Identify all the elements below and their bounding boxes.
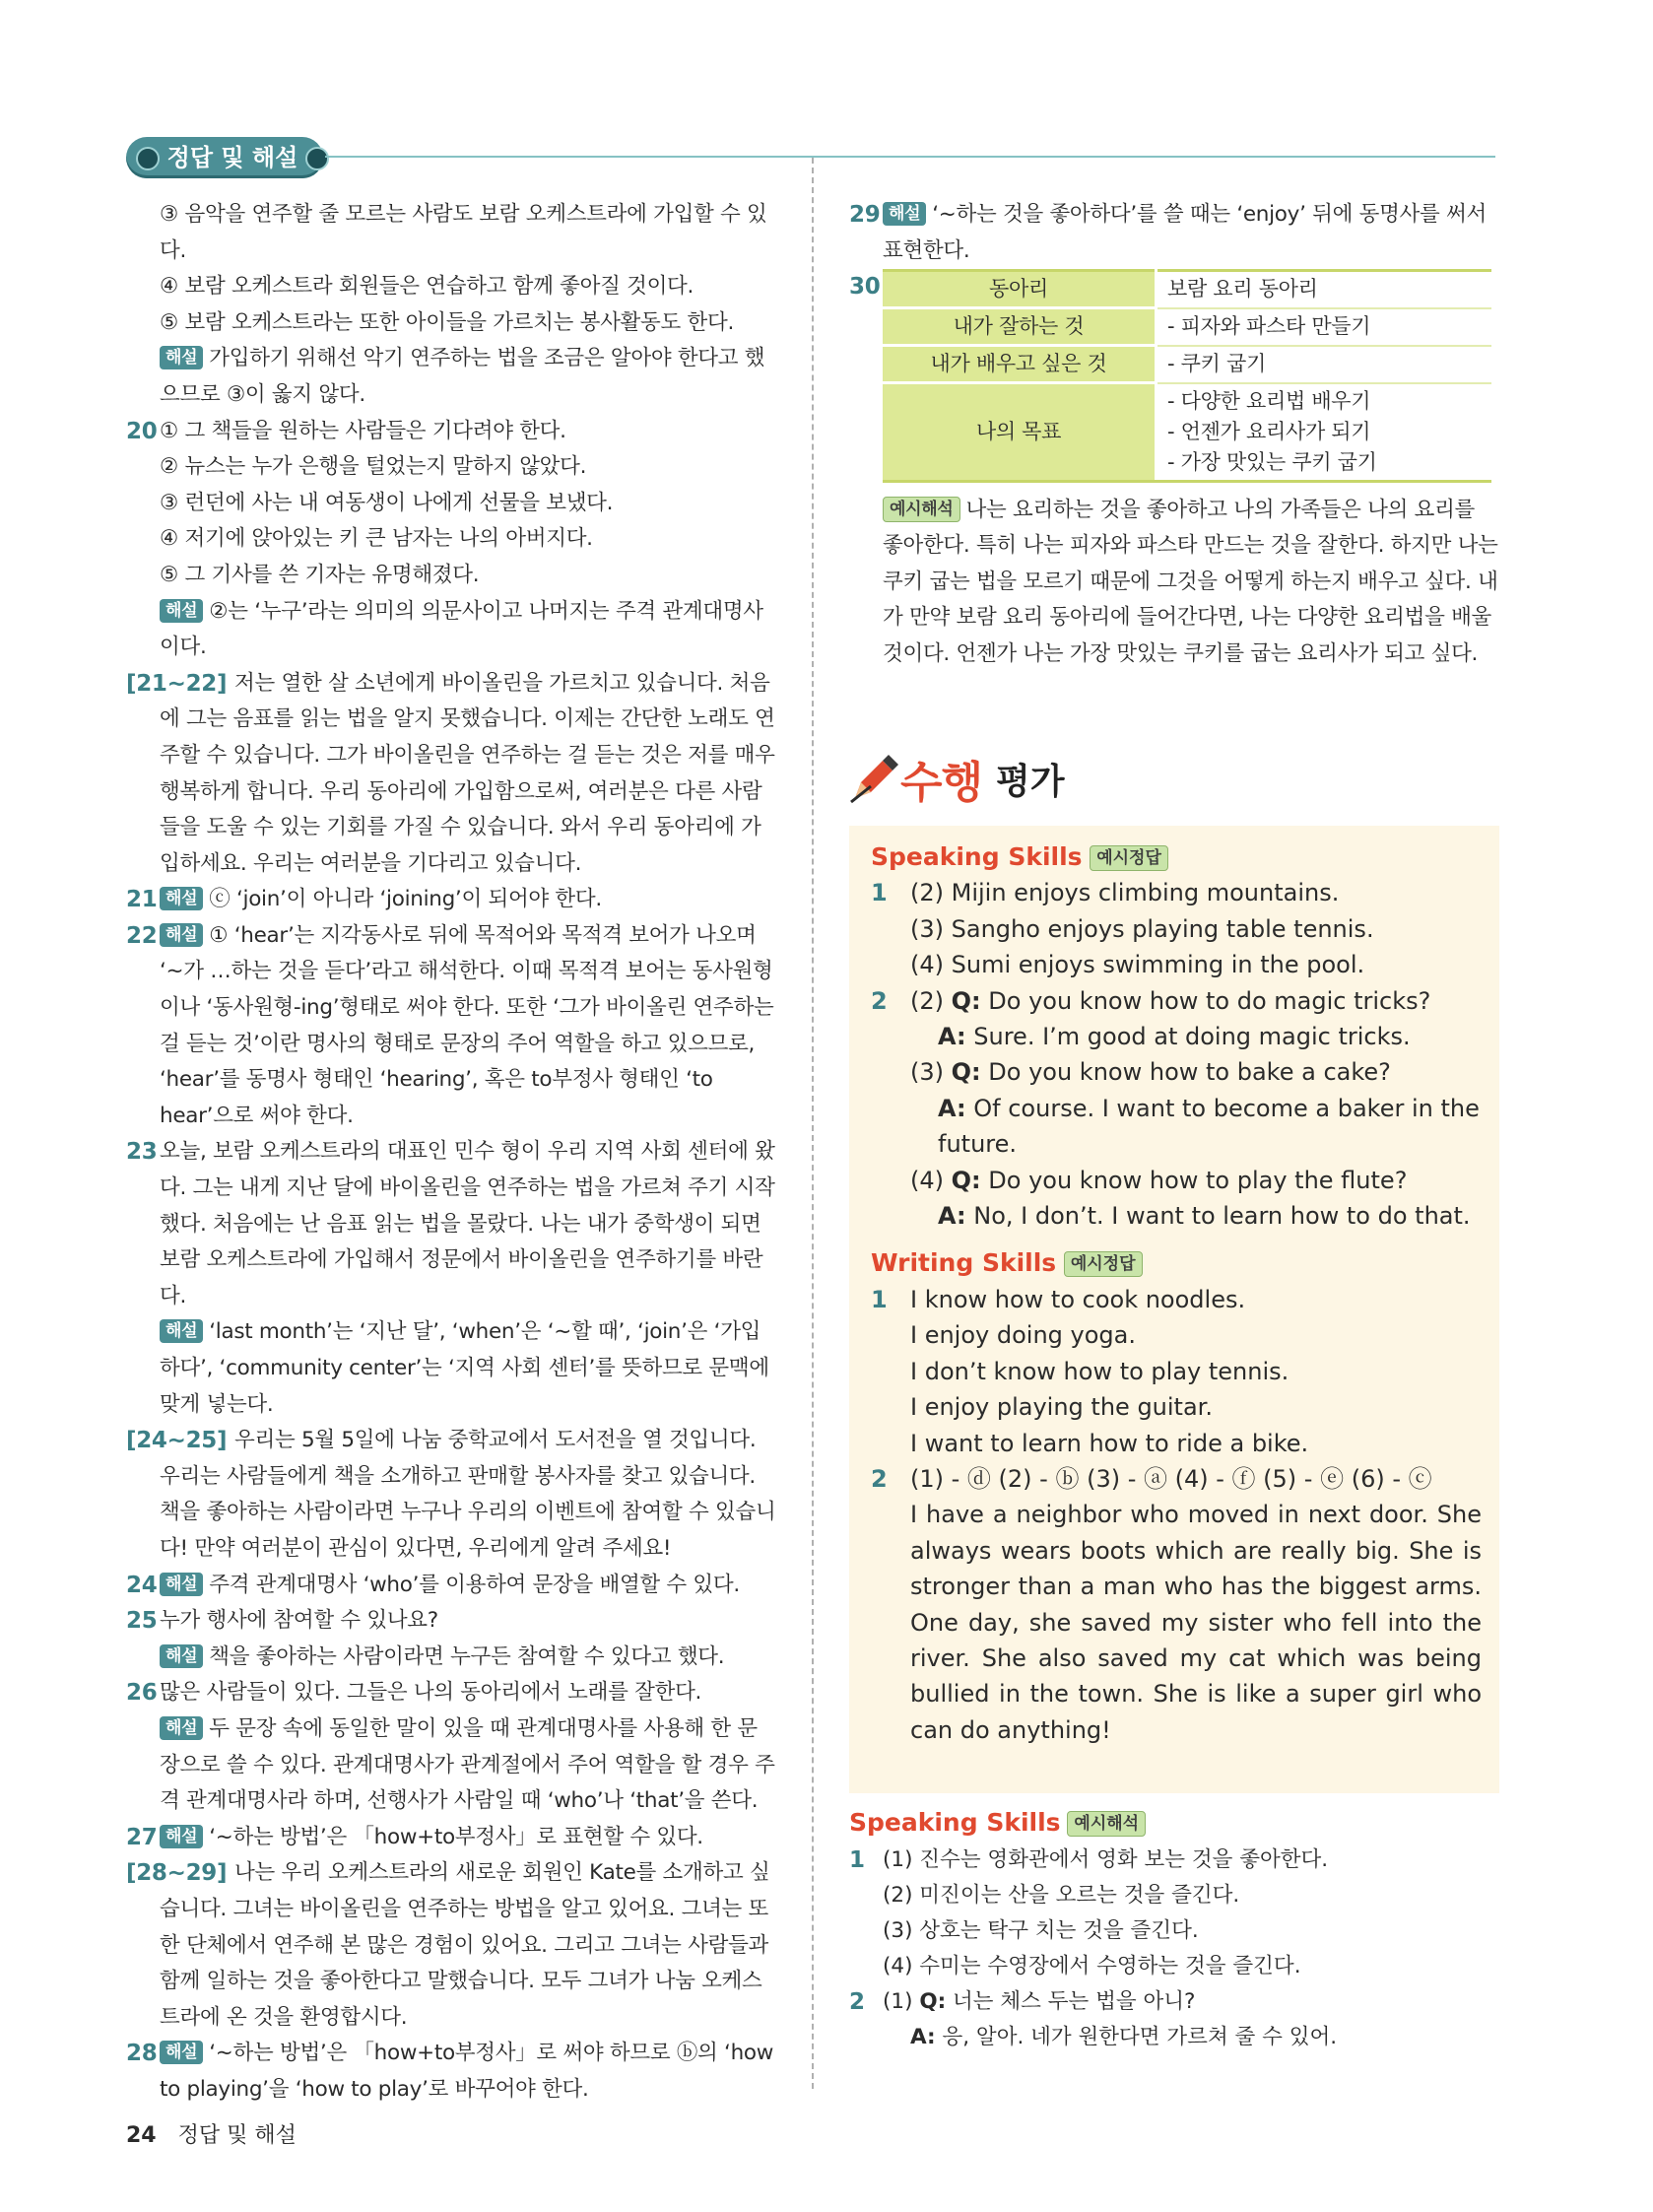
q28-29-text: 나는 우리 오케스트라의 새로운 회원인 Kate를 소개하고 싶습니다. 그녀는 바이올린을 연주하는 방법을 알고 있어요. 그녀는 또한 단체에서 연주해 본 많은 경험이 있어요. 그리고 그녀는 사람들과 함께 일하는 것을 좋아한다고 말했습니다. 모두 그녀가 나눔 오케스트라에 온 것을 환영합시다. bbox=[160, 1860, 770, 2030]
writing-q1 bbox=[871, 1282, 1482, 1461]
question-number: 2 bbox=[871, 986, 888, 1015]
question-29 bbox=[849, 197, 1499, 269]
speaking-skills-heading: Speaking Skills 예시정답 bbox=[871, 839, 1482, 875]
question-number: 26 bbox=[126, 1680, 158, 1707]
question-20 bbox=[126, 414, 776, 666]
explanation-badge: 해설 bbox=[160, 923, 203, 947]
explanation-badge: 해설 bbox=[160, 346, 203, 369]
explanation-badge: 해설 bbox=[160, 1319, 203, 1343]
speaking-translation-heading: Speaking Skills 예시해석 bbox=[849, 1805, 1499, 1843]
question-21 bbox=[126, 882, 776, 918]
translation-line: (2) 미진이는 산을 오르는 것을 즐긴다. bbox=[883, 1883, 1240, 1908]
pencil-icon bbox=[849, 753, 900, 804]
question-number: 30 bbox=[849, 274, 881, 301]
sample-answer-badge: 예시정답 bbox=[1090, 845, 1168, 871]
table-header-cell: 나의 목표 bbox=[883, 383, 1157, 482]
club-table bbox=[883, 269, 1491, 483]
question-22 bbox=[126, 918, 776, 1135]
question-number: 29 bbox=[849, 202, 881, 228]
question-27 bbox=[126, 1820, 776, 1856]
question-number: [28~29] bbox=[126, 1860, 228, 1887]
q23-explanation: 해설 ‘last month’는 ‘지난 달’, ‘when’은 ‘~할 때’, ‘join’은 ‘가입하다’, ‘community center’는 ‘지역 사회 센터’를 뜻하므로 문맥에 맞게 넣는다. bbox=[160, 1319, 769, 1417]
dialog-a: A: 응, 알아. 네가 원한다면 가르쳐 줄 수 있어. bbox=[910, 2025, 1338, 2049]
dialog-a: A: No, I don’t. I want to learn how to do that. bbox=[938, 1202, 1471, 1231]
question-24-25 bbox=[126, 1423, 776, 1567]
header-rule bbox=[325, 156, 1495, 158]
dialog-q: (2) Q: Do you know how to do magic tricks? bbox=[910, 986, 1431, 1015]
q24-explanation: 해설 주격 관계대명사 ‘who’를 이용하여 문장을 배열할 수 있다. bbox=[160, 1568, 776, 1604]
intro-line-4: ④ 보람 오케스트라 회원들은 연습하고 함께 좋아질 것이다. bbox=[160, 274, 694, 300]
section-title-black: 평가 bbox=[996, 761, 1065, 802]
explanation-badge: 해설 bbox=[160, 1716, 203, 1740]
answer-line: I enjoy playing the guitar. bbox=[910, 1393, 1213, 1422]
intro-explanation: 해설 가입하기 위해선 악기 연주하는 법을 조금은 알아야 한다고 했으므로 ③이 옳지 않다. bbox=[160, 346, 765, 407]
question-25 bbox=[126, 1603, 776, 1675]
question-number: 23 bbox=[126, 1139, 158, 1166]
q20-line-1: ① 그 책들을 원하는 사람들은 기다려야 한다. bbox=[160, 418, 566, 443]
question-24 bbox=[126, 1568, 776, 1604]
q26-explanation: 해설 두 문장 속에 동일한 말이 있을 때 관계대명사를 사용해 한 문장으로 쓸 수 있다. 관계대명사가 관계절에서 주어 역할을 할 경우 주격 관계대명사라 하며, 선행사가 사람일 때 ‘who’나 ‘that’을 쓴다. bbox=[160, 1715, 775, 1814]
q27-explanation: 해설 ‘~하는 방법’은 「how+to부정사」로 표현할 수 있다. bbox=[160, 1820, 776, 1856]
question-number: 28 bbox=[126, 2041, 158, 2067]
speaking-q2 bbox=[871, 983, 1482, 1235]
translation-line: (4) 수미는 수영장에서 수영하는 것을 즐긴다. bbox=[883, 1954, 1301, 1978]
question-number: 21 bbox=[126, 887, 158, 913]
question-number: [21~22] bbox=[126, 670, 228, 697]
explanation-badge: 해설 bbox=[160, 599, 203, 623]
dialog-a: A: Sure. I’m good at doing magic tricks. bbox=[938, 1023, 1411, 1051]
question-28-29 bbox=[126, 1855, 776, 2036]
right-column bbox=[849, 197, 1499, 673]
q21-22-text: 저는 열한 살 소년에게 바이올린을 가르치고 있습니다. 처음에 그는 음표를 읽는 법을 알지 못했습니다. 이제는 간단한 노래도 연주할 수 있습니다. 그가 바이올린을 연주하는 걸 듣는 것은 저를 매우 행복하게 합니다. 우리 동아리에 가입함으로써, 여러분은 다른 사람들을 도울 수 있는 기회를 가질 수 있습니다. 와서 우리 동아리에 가입하세요. 우리는 여러분을 기다리고 있습니다. bbox=[160, 670, 775, 876]
explanation-badge: 해설 bbox=[160, 887, 203, 910]
question-28 bbox=[126, 2036, 776, 2108]
q20-line-2: ② 뉴스는 누가 은행을 털었는지 말하지 않았다. bbox=[160, 454, 587, 480]
dialog-q: (3) Q: Do you know how to bake a cake? bbox=[910, 1058, 1391, 1087]
column-divider bbox=[812, 158, 814, 2089]
goal-item: - 언젠가 요리사가 되기 bbox=[1167, 419, 1371, 443]
header-title: 정답 및 해설 bbox=[166, 144, 298, 171]
intro-line-3: ③ 음악을 연주할 줄 모르는 사람도 보람 오케스트라에 가입할 수 있다. bbox=[160, 202, 767, 263]
table-row bbox=[883, 383, 1491, 482]
left-column bbox=[126, 197, 776, 2108]
explanation-badge: 해설 bbox=[160, 1825, 203, 1848]
table-cell: - 쿠키 굽기 bbox=[1157, 346, 1492, 383]
question-number: 2 bbox=[849, 1989, 866, 2015]
table-row bbox=[883, 308, 1491, 346]
table-header-cell: 내가 잘하는 것 bbox=[883, 308, 1157, 346]
q28-explanation: 해설 ‘~하는 방법’은 「how+to부정사」로 써야 하므로 ⓑ의 ‘how to playing’을 ‘how to play’로 바꾸어야 한다. bbox=[160, 2041, 774, 2102]
question-number: 27 bbox=[126, 1824, 158, 1850]
table-cell bbox=[1157, 383, 1492, 482]
table-row bbox=[883, 271, 1491, 308]
table-header-cell: 동아리 bbox=[883, 271, 1157, 308]
writing-skills-heading: Writing Skills 예시정답 bbox=[871, 1245, 1482, 1281]
question-30 bbox=[849, 269, 1499, 672]
answer-line: I enjoy doing yoga. bbox=[910, 1321, 1136, 1350]
writing-paragraph: I have a neighbor who moved in next door. She always wears boots which are really big. She is stronger than a man who has the biggest arms. One day, she saved my sister who fell into the river. She also saved my cat which was being bullied in the town. She is like a super girl who can do anything! bbox=[910, 1501, 1482, 1744]
table-header-cell: 내가 배우고 싶은 것 bbox=[883, 346, 1157, 383]
explanation-badge: 해설 bbox=[160, 2041, 203, 2064]
q20-line-3: ③ 런던에 사는 내 여동생이 나에게 선물을 보냈다. bbox=[160, 490, 614, 515]
header-dot-left bbox=[136, 147, 160, 170]
goal-item: - 다양한 요리법 배우기 bbox=[1167, 388, 1371, 413]
page-number: 24 bbox=[126, 2123, 157, 2148]
sample-translation-badge: 예시해석 bbox=[1067, 1811, 1146, 1837]
question-23 bbox=[126, 1134, 776, 1423]
q30-explanation: 예시해석 나는 요리하는 것을 좋아하고 나의 가족들은 나의 요리를 좋아한다. 특히 나는 피자와 파스타 만드는 것을 잘한다. 하지만 나는 쿠키 굽는 법을 모르기 때문에 그것을 어떻게 하는지 배우고 싶다. 내가 만약 보람 요리 동아리에 들어간다면, 나는 다양한 요리법을 배울 것이다. 언젠가 나는 가장 맛있는 쿠키를 굽는 요리사가 되고 싶다. bbox=[883, 497, 1498, 667]
answer-line: I know how to cook noodles. bbox=[910, 1285, 1246, 1313]
header-dot-right bbox=[305, 147, 329, 170]
q25-text: 누가 행사에 참여할 수 있나요? bbox=[160, 1608, 438, 1634]
matching-answer: (1) - ⓓ (2) - ⓑ (3) - ⓐ (4) - ⓕ (5) - ⓔ (6) - ⓒ bbox=[910, 1464, 1432, 1493]
intro-line-5: ⑤ 보람 오케스트라는 또한 아이들을 가르치는 봉사활동도 한다. bbox=[160, 309, 734, 335]
question-number: 1 bbox=[871, 1285, 888, 1313]
table-cell: 보람 요리 동아리 bbox=[1157, 271, 1492, 308]
footer-label: 정답 및 해설 bbox=[177, 2123, 297, 2148]
table-cell: - 피자와 파스타 만들기 bbox=[1157, 308, 1492, 346]
dialog-q: (1) Q: 너는 체스 두는 법을 아니? bbox=[883, 1989, 1196, 2014]
section-title-red: 수행 bbox=[900, 758, 983, 808]
answer-line: I want to learn how to ride a bike. bbox=[910, 1429, 1309, 1457]
translation-q2 bbox=[849, 1984, 1499, 2055]
question-number: 2 bbox=[871, 1464, 888, 1493]
answer-line: (4) Sumi enjoys swimming in the pool. bbox=[910, 951, 1365, 979]
answer-line: (3) Sangho enjoys playing table tennis. bbox=[910, 914, 1374, 943]
question-number: 24 bbox=[126, 1572, 158, 1598]
q26-text: 많은 사람들이 있다. 그들은 나의 동아리에서 노래를 잘한다. bbox=[160, 1680, 702, 1706]
page-footer bbox=[126, 2118, 297, 2149]
question-number: [24~25] bbox=[126, 1428, 228, 1454]
q21-explanation: 해설 ⓒ ‘join’이 아니라 ‘joining’이 되어야 한다. bbox=[160, 882, 776, 918]
translation-line: (1) 진수는 영화관에서 영화 보는 것을 좋아한다. bbox=[883, 1847, 1329, 1872]
question-number: 20 bbox=[126, 418, 158, 444]
question-number: 1 bbox=[849, 1847, 866, 1873]
dialog-q: (4) Q: Do you know how to play the flute? bbox=[910, 1166, 1408, 1194]
explanation-badge: 해설 bbox=[160, 1644, 203, 1668]
explanation-badge: 해설 bbox=[160, 1573, 203, 1596]
answer-line: I don’t know how to play tennis. bbox=[910, 1357, 1289, 1385]
section-title bbox=[849, 747, 1065, 810]
skills-box bbox=[849, 826, 1499, 1793]
question-number: 25 bbox=[126, 1608, 158, 1635]
goal-item: - 가장 맛있는 쿠키 굽기 bbox=[1167, 449, 1377, 474]
answer-line: (2) Mijin enjoys climbing mountains. bbox=[910, 879, 1340, 907]
question-number: 22 bbox=[126, 922, 158, 949]
explanation-badge: 해설 bbox=[883, 202, 926, 226]
q23-text: 오늘, 보람 오케스트라의 대표인 민수 형이 우리 지역 사회 센터에 왔다. 그는 내게 지난 달에 바이올린을 연주하는 법을 가르쳐 주기 시작했다. 처음에는 난 음표 읽는 법을 몰랐다. 나는 내가 중학생이 되면 보람 오케스트라에 가입해서 정문에서 바이올린을 연주하기를 바란다. bbox=[160, 1139, 775, 1308]
question-21-22 bbox=[126, 666, 776, 883]
table-row bbox=[883, 346, 1491, 383]
speaking-q1 bbox=[871, 875, 1482, 982]
q24-25-text: 우리는 5월 5일에 나눔 중학교에서 도서전을 열 것입니다. 우리는 사람들에게 책을 소개하고 판매할 봉사자를 찾고 있습니다. 책을 좋아하는 사람이라면 누구나 우리의 이벤트에 참여할 수 있습니다! 만약 여러분이 관심이 있다면, 우리에게 알려 주세요! bbox=[160, 1428, 776, 1561]
q29-explanation: 해설 ‘~하는 것을 좋아하다’를 쓸 때는 ‘enjoy’ 뒤에 동명사를 써서 표현한다. bbox=[883, 202, 1487, 263]
q20-line-5: ⑤ 그 기사를 쓴 기자는 유명해졌다. bbox=[160, 562, 480, 587]
q20-explanation: 해설 ②는 ‘누구’라는 의미의 의문사이고 나머지는 주격 관계대명사이다. bbox=[160, 598, 763, 660]
translation-line: (3) 상호는 탁구 치는 것을 즐긴다. bbox=[883, 1918, 1199, 1943]
question-number: 1 bbox=[871, 879, 888, 907]
q22-explanation: 해설 ① ‘hear’는 지각동사로 뒤에 목적어와 목적격 보어가 나오며 ‘~가 …하는 것을 듣다’라고 해석한다. 이때 목적격 보어는 동사원형이나 ‘동사원형-ing’형태로 써야 한다. 또한 ‘그가 바이올린 연주하는 걸 듣는 것’이란 명사의 형태로 문장의 주어 역할을 하고 있으므로, ‘hear’를 동명사 형태인 ‘hearing’, 혹은 to부정사 형태인 ‘to hear’으로 써야 한다. bbox=[160, 922, 774, 1128]
sample-answer-badge: 예시정답 bbox=[1064, 1251, 1143, 1277]
q25-explanation: 해설 책을 좋아하는 사람이라면 누구든 참여할 수 있다고 했다. bbox=[160, 1640, 776, 1676]
writing-q2 bbox=[871, 1461, 1482, 1748]
question-26 bbox=[126, 1675, 776, 1819]
sample-translation-badge: 예시해석 bbox=[883, 497, 960, 522]
q20-line-4: ④ 저기에 앉아있는 키 큰 남자는 나의 아버지다. bbox=[160, 526, 593, 552]
dialog-a: A: Of course. I want to become a baker in the future. bbox=[938, 1094, 1480, 1159]
translation-q1 bbox=[849, 1843, 1499, 1984]
speaking-translation bbox=[849, 1805, 1499, 2055]
